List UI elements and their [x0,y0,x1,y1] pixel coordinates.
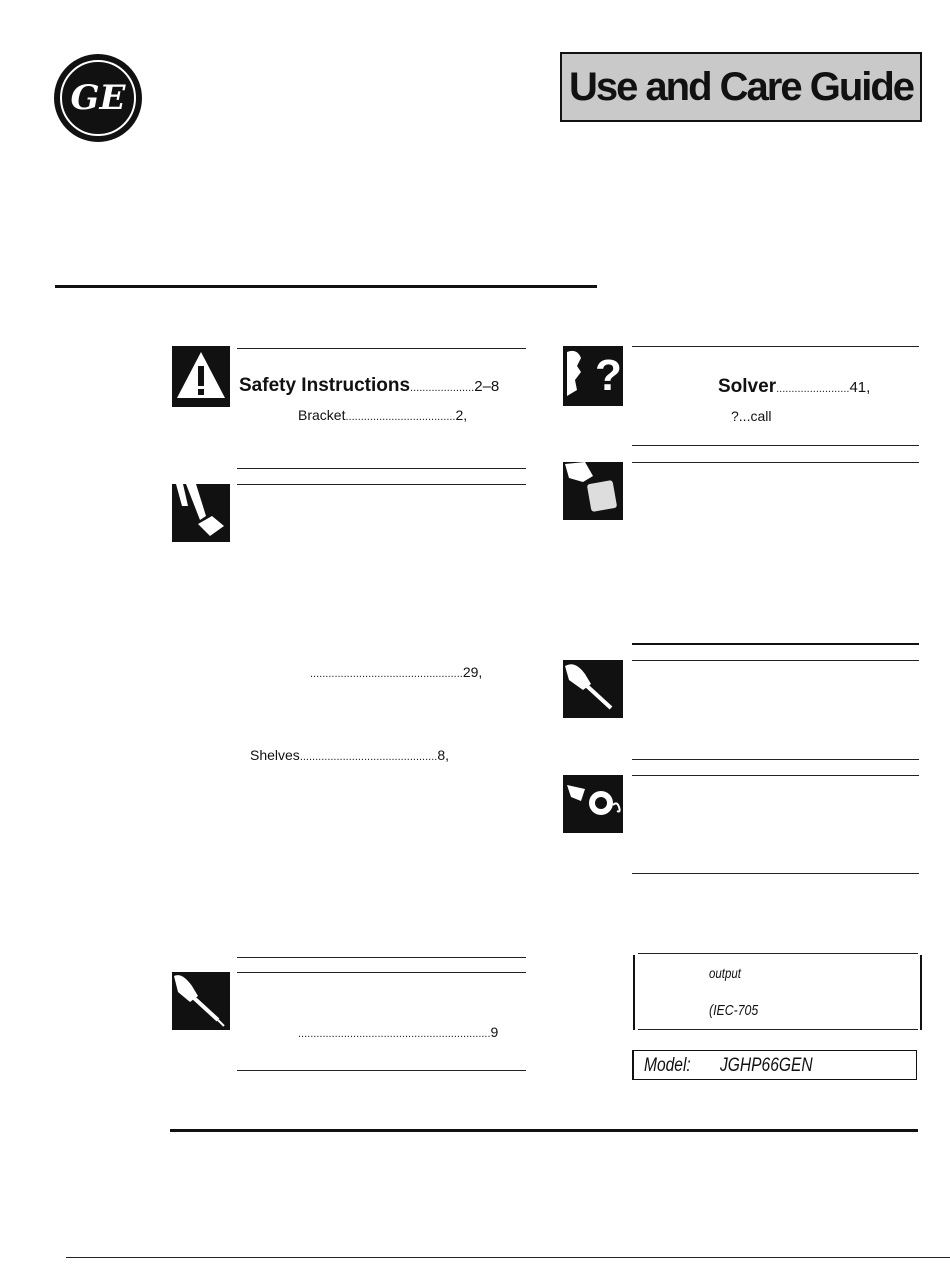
notes-line2 [709,1003,769,1019]
model-label: Model: [644,1055,691,1076]
notes-box [633,955,922,1030]
toc-operating-shelves[interactable]: Shelves.............................................8, [250,747,450,763]
installation-top-rule [237,972,526,973]
question-face-icon [563,346,623,406]
notes-iec: (IEC-705 [709,1002,759,1019]
toc-operating-item1[interactable]: ..................................................29, [310,664,483,680]
problem-top-rule [632,346,919,347]
page-bottom-rule [66,1257,950,1258]
notes-top-rule [638,953,918,954]
toc-installation-item[interactable]: ...............................................................9 [298,1024,499,1040]
safety-bottom-rule [237,468,526,469]
problem-sub-label: ?...call [731,408,772,424]
safety-top-rule [237,348,526,349]
model-value: JGHP66GEN [720,1055,813,1076]
notes-bottom-rule [638,1029,918,1030]
toc-safety-sub[interactable]: Bracket....................................2, [298,407,468,423]
title-banner [560,52,922,122]
safety-sub-label: Bracket [298,407,346,423]
operating-bottom-rule [237,957,526,958]
lamp-top-rule [632,775,919,776]
problem-pages: 41, [849,379,871,396]
operating-item1-pages: 29, [462,664,483,680]
screwdriver-hand-icon-2 [563,660,623,718]
problem-title-text: Solver [718,376,777,397]
ge-monogram-icon: GE [60,60,136,136]
installation-bottom-rule [237,1070,526,1071]
notes-output: output [709,965,741,981]
header-divider [55,285,597,288]
ge-logo [54,54,142,142]
toc-problem-title[interactable]: Solver........................41, [718,376,871,397]
safety-title-text: Safety Instructions [239,375,411,396]
care-top-rule [632,462,919,463]
shelves-label: Shelves [250,747,300,763]
banner-title: Use and Care Guide [568,64,914,109]
safety-pages: 2–8 [474,378,500,395]
tools-top-rule [632,660,919,661]
svg-text:?: ? [595,351,622,400]
notes-line1 [709,965,748,981]
lamp-bottom-rule [632,873,919,874]
warning-icon [172,346,230,407]
lamp-bulb-icon [563,775,623,833]
sponge-hand-icon [563,462,623,520]
finger-press-icon [172,484,230,542]
toc-safety-title[interactable]: Safety Instructions.....................2–8 [239,375,500,396]
care-bottom-rule [632,643,919,645]
toc-problem-sub[interactable] [731,408,771,424]
footer-divider [170,1129,918,1132]
shelves-pages: 8, [437,747,450,763]
screwdriver-hand-icon [172,972,230,1030]
tools-bottom-rule [632,759,919,760]
problem-bottom-rule [632,445,919,446]
operating-top-rule [237,484,526,485]
safety-sub-pages: 2, [455,407,468,423]
model-box [632,1050,917,1080]
installation-item-pages: 9 [490,1024,499,1040]
